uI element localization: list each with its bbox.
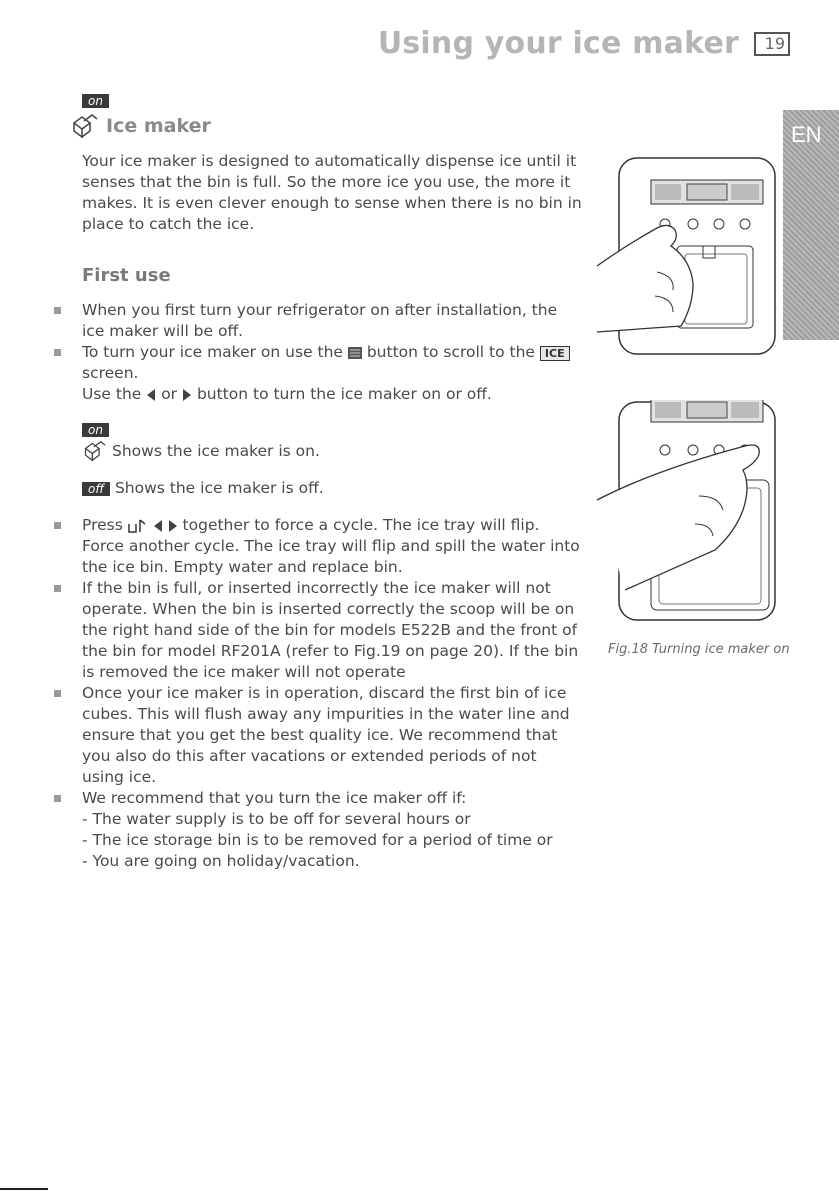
- section-title-row: [70, 113, 582, 139]
- intro-paragraph: Your ice maker is designed to automatically dispense ice until it senses that the bin is full. So the more ice you use, the more it makes. It is even clever enough to sense when there is no bin in place to catch the ice.: [82, 152, 582, 233]
- left-arrow-icon: [146, 389, 156, 401]
- section-header: [82, 90, 582, 139]
- left-arrow-icon: [153, 520, 163, 532]
- status-off-row: [82, 478, 582, 499]
- page-number: 19: [754, 32, 790, 56]
- bullet-text: screen.: [82, 364, 139, 382]
- on-badge: on: [82, 423, 109, 437]
- ice-screen-label: ICE: [540, 346, 570, 361]
- sub-list-item: - The ice storage bin is to be removed for a period of time or: [82, 830, 582, 851]
- dispenser-illustration-top: [595, 156, 777, 356]
- bullet-text: When you first turn your refrigerator on after installation, the ice maker will be off.: [82, 301, 558, 340]
- page-title: Using your ice maker: [377, 26, 739, 61]
- menu-button-icon: [348, 346, 362, 360]
- list-item: [82, 342, 582, 499]
- status-on-row: [82, 419, 582, 462]
- list-item: [82, 683, 582, 788]
- sub-list-item: - You are going on holiday/vacation.: [82, 851, 582, 872]
- language-tab: [783, 110, 839, 340]
- language-tab-label: EN: [791, 122, 822, 147]
- bullet-text: together to force a cycle. The ice tray will flip. Force another cycle. The ice tray will flip and spill the water into the ice bin. Empty water and replace bin.: [82, 516, 580, 576]
- footer-rule: [0, 1188, 48, 1190]
- right-arrow-icon: [168, 520, 178, 532]
- status-off-text: Shows the ice maker is off.: [114, 479, 324, 497]
- figure-caption: Fig.18 Turning ice maker on: [608, 642, 790, 657]
- dispenser-illustration-bottom: [595, 400, 777, 622]
- bullet-text: Press: [82, 516, 123, 534]
- bullet-text: Use the: [82, 385, 142, 403]
- first-use-list: [82, 300, 582, 872]
- bullet-text: button to turn the ice maker on or off.: [196, 385, 492, 403]
- sub-list-item: - The water supply is to be off for several hours or: [82, 809, 582, 830]
- first-use-heading: First use: [82, 265, 171, 286]
- bullet-text: To turn your ice maker on use the: [82, 343, 343, 361]
- bullet-text: button to scroll to the: [366, 343, 535, 361]
- sub-list: [82, 809, 582, 872]
- list-item: [82, 578, 582, 683]
- main-content: [82, 90, 582, 872]
- section-title: Ice maker: [106, 114, 211, 137]
- list-item: [82, 515, 582, 578]
- bullet-text: We recommend that you turn the ice maker off if:: [82, 789, 467, 807]
- bullet-text: If the bin is full, or inserted incorrectly the ice maker will not operate. When the bin is inserted correctly the scoop will be on the right hand side of the bin for models E522B and the front of the bin for model RF201A (refer to Fig.19 on page 20). If the bin is removed the ice maker will not operate: [82, 579, 579, 681]
- ice-maker-icon: [70, 113, 98, 139]
- list-item: [82, 300, 582, 342]
- ice-maker-icon: [82, 440, 106, 462]
- status-on-text: Shows the ice maker is on.: [112, 441, 320, 460]
- bullet-text: or: [161, 385, 178, 403]
- off-badge: off: [82, 482, 110, 496]
- right-arrow-icon: [182, 389, 192, 401]
- on-badge: on: [82, 94, 109, 108]
- list-item: [82, 788, 582, 872]
- bullet-text: Once your ice maker is in operation, discard the first bin of ice cubes. This will flush away any impurities in the water line and ensure that you get the best quality ice. We recommend that you also do this after vacations or extended periods of not using ice.: [82, 684, 570, 786]
- ice-tray-icon: [128, 518, 148, 534]
